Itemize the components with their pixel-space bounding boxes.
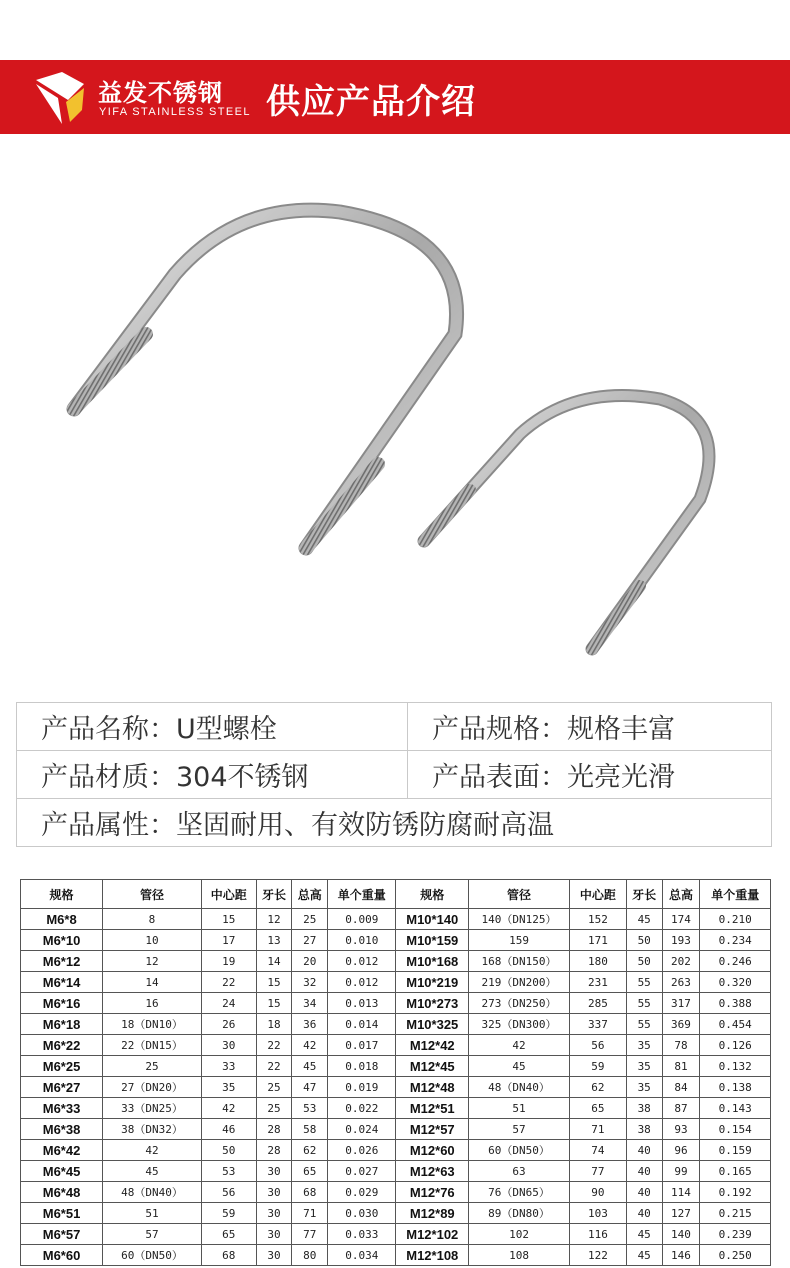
spec-value-cell: 180	[570, 951, 627, 972]
spec-value-cell: 38	[626, 1098, 662, 1119]
spec-value-cell: 30	[256, 1203, 292, 1224]
spec-value-cell: 65	[570, 1098, 627, 1119]
spec-value-cell: 0.030	[328, 1203, 396, 1224]
spec-value-cell: 42	[201, 1098, 256, 1119]
table-row	[21, 1245, 771, 1266]
spec-value-cell: 59	[201, 1203, 256, 1224]
spec-header-cell: 中心距	[570, 880, 627, 909]
spec-value-cell: 74	[570, 1140, 627, 1161]
spec-value-cell: 0.234	[700, 930, 771, 951]
spec-value-cell: 28	[256, 1119, 292, 1140]
spec-value-cell: 33	[201, 1056, 256, 1077]
spec-value-cell: 28	[256, 1140, 292, 1161]
spec-header-cell: 管径	[103, 880, 202, 909]
spec-header-cell: 中心距	[201, 880, 256, 909]
spec-value-cell: 10	[103, 930, 202, 951]
spec-value-cell: 81	[662, 1056, 700, 1077]
spec-header-row	[21, 880, 771, 909]
spec-model-cell: M10*325	[396, 1014, 469, 1035]
table-row	[21, 1056, 771, 1077]
table-row	[21, 1203, 771, 1224]
spec-model-cell: M6*48	[21, 1182, 103, 1203]
spec-value-cell: 0.165	[700, 1161, 771, 1182]
spec-value-cell: 33（DN25）	[103, 1098, 202, 1119]
spec-value-cell: 13	[256, 930, 292, 951]
spec-value-cell: 34	[292, 993, 328, 1014]
brand-name-en: YIFA STAINLESS STEEL	[99, 106, 251, 118]
spec-header-cell: 单个重量	[700, 880, 771, 909]
spec-value-cell: 45	[626, 1245, 662, 1266]
spec-value-cell: 18	[256, 1014, 292, 1035]
spec-value-cell: 114	[662, 1182, 700, 1203]
spec-value-cell: 24	[201, 993, 256, 1014]
spec-value-cell: 62	[570, 1077, 627, 1098]
spec-value-cell: 369	[662, 1014, 700, 1035]
spec-value-cell: 55	[626, 993, 662, 1014]
spec-model-cell: M6*22	[21, 1035, 103, 1056]
spec-value-cell: 0.029	[328, 1182, 396, 1203]
spec-model-cell: M6*51	[21, 1203, 103, 1224]
spec-value-cell: 76（DN65）	[469, 1182, 570, 1203]
spec-value-cell: 0.013	[328, 993, 396, 1014]
spec-model-cell: M12*45	[396, 1056, 469, 1077]
header-banner	[0, 60, 790, 134]
spec-header-cell: 管径	[469, 880, 570, 909]
spec-value-cell: 51	[469, 1098, 570, 1119]
spec-value-cell: 0.143	[700, 1098, 771, 1119]
spec-value-cell: 68	[201, 1245, 256, 1266]
spec-value-cell: 36	[292, 1014, 328, 1035]
page-title: 供应产品介绍	[266, 82, 476, 122]
spec-value-cell: 20	[292, 951, 328, 972]
spec-value-cell: 0.192	[700, 1182, 771, 1203]
spec-value-cell: 46	[201, 1119, 256, 1140]
spec-value-cell: 45	[626, 909, 662, 930]
spec-model-cell: M12*108	[396, 1245, 469, 1266]
spec-model-cell: M6*8	[21, 909, 103, 930]
spec-value-cell: 48（DN40）	[103, 1182, 202, 1203]
spec-value-cell: 22（DN15）	[103, 1035, 202, 1056]
spec-header-cell: 牙长	[256, 880, 292, 909]
spec-model-cell: M12*102	[396, 1224, 469, 1245]
table-row	[21, 1077, 771, 1098]
spec-value-cell: 146	[662, 1245, 700, 1266]
spec-value-cell: 48（DN40）	[469, 1077, 570, 1098]
spec-value-cell: 0.026	[328, 1140, 396, 1161]
spec-value-cell: 30	[256, 1245, 292, 1266]
spec-value-cell: 0.132	[700, 1056, 771, 1077]
spec-model-cell: M6*27	[21, 1077, 103, 1098]
spec-value-cell: 77	[292, 1224, 328, 1245]
spec-value-cell: 140	[662, 1224, 700, 1245]
spec-value-cell: 30	[256, 1224, 292, 1245]
spec-value-cell: 219（DN200）	[469, 972, 570, 993]
table-row	[21, 909, 771, 930]
spec-value-cell: 60（DN50）	[469, 1140, 570, 1161]
spec-value-cell: 168（DN150）	[469, 951, 570, 972]
spec-value-cell: 35	[626, 1056, 662, 1077]
spec-value-cell: 40	[626, 1182, 662, 1203]
table-row	[21, 930, 771, 951]
spec-value-cell: 174	[662, 909, 700, 930]
spec-value-cell: 45	[626, 1224, 662, 1245]
spec-value-cell: 0.138	[700, 1077, 771, 1098]
spec-value-cell: 42	[103, 1140, 202, 1161]
spec-value-cell: 0.250	[700, 1245, 771, 1266]
spec-value-cell: 0.033	[328, 1224, 396, 1245]
spec-value-cell: 50	[626, 930, 662, 951]
brand-name-cn: 益发不锈钢	[98, 79, 223, 107]
spec-value-cell: 35	[626, 1035, 662, 1056]
spec-model-cell: M6*60	[21, 1245, 103, 1266]
spec-value-cell: 22	[256, 1035, 292, 1056]
spec-value-cell: 0.018	[328, 1056, 396, 1077]
spec-value-cell: 40	[626, 1203, 662, 1224]
spec-value-cell: 285	[570, 993, 627, 1014]
spec-model-cell: M12*63	[396, 1161, 469, 1182]
spec-value-cell: 231	[570, 972, 627, 993]
spec-value-cell: 27（DN20）	[103, 1077, 202, 1098]
spec-value-cell: 40	[626, 1161, 662, 1182]
spec-value-cell: 53	[201, 1161, 256, 1182]
spec-value-cell: 0.010	[328, 930, 396, 951]
spec-value-cell: 65	[201, 1224, 256, 1245]
spec-model-cell: M10*159	[396, 930, 469, 951]
spec-value-cell: 25	[256, 1098, 292, 1119]
spec-value-cell: 84	[662, 1077, 700, 1098]
spec-value-cell: 42	[469, 1035, 570, 1056]
spec-header-cell: 总高	[292, 880, 328, 909]
product-info-table	[16, 702, 772, 847]
spec-value-cell: 14	[256, 951, 292, 972]
table-row	[21, 1014, 771, 1035]
spec-value-cell: 47	[292, 1077, 328, 1098]
spec-value-cell: 102	[469, 1224, 570, 1245]
spec-value-cell: 0.126	[700, 1035, 771, 1056]
spec-value-cell: 57	[103, 1224, 202, 1245]
spec-value-cell: 263	[662, 972, 700, 993]
spec-value-cell: 35	[626, 1077, 662, 1098]
u-bolt-product-photo	[0, 134, 790, 700]
product-name: 产品名称：U型螺栓	[17, 703, 408, 751]
spec-header-cell: 总高	[662, 880, 700, 909]
spec-value-cell: 202	[662, 951, 700, 972]
spec-value-cell: 56	[570, 1035, 627, 1056]
spec-value-cell: 65	[292, 1161, 328, 1182]
spec-model-cell: M6*33	[21, 1098, 103, 1119]
spec-value-cell: 0.210	[700, 909, 771, 930]
spec-model-cell: M6*42	[21, 1140, 103, 1161]
spec-model-cell: M12*48	[396, 1077, 469, 1098]
spec-value-cell: 152	[570, 909, 627, 930]
spec-value-cell: 58	[292, 1119, 328, 1140]
table-row	[21, 972, 771, 993]
spec-value-cell: 0.159	[700, 1140, 771, 1161]
spec-value-cell: 325（DN300）	[469, 1014, 570, 1035]
spec-value-cell: 30	[256, 1161, 292, 1182]
spec-header-cell: 牙长	[626, 880, 662, 909]
spec-header-cell: 规格	[396, 880, 469, 909]
spec-value-cell: 87	[662, 1098, 700, 1119]
spec-value-cell: 159	[469, 930, 570, 951]
spec-table	[20, 879, 771, 1266]
spec-value-cell: 99	[662, 1161, 700, 1182]
product-spec: 产品规格：规格丰富	[408, 703, 772, 751]
spec-value-cell: 50	[626, 951, 662, 972]
small-u-bolt	[424, 396, 709, 649]
spec-value-cell: 140（DN125）	[469, 909, 570, 930]
spec-value-cell: 12	[256, 909, 292, 930]
spec-value-cell: 30	[201, 1035, 256, 1056]
spec-model-cell: M12*89	[396, 1203, 469, 1224]
spec-value-cell: 63	[469, 1161, 570, 1182]
spec-header-cell: 单个重量	[328, 880, 396, 909]
spec-model-cell: M12*51	[396, 1098, 469, 1119]
spec-value-cell: 25	[292, 909, 328, 930]
product-property: 产品属性：坚固耐用、有效防锈防腐耐高温	[17, 799, 772, 847]
spec-value-cell: 0.215	[700, 1203, 771, 1224]
spec-model-cell: M6*18	[21, 1014, 103, 1035]
spec-value-cell: 56	[201, 1182, 256, 1203]
spec-model-cell: M6*38	[21, 1119, 103, 1140]
spec-value-cell: 0.246	[700, 951, 771, 972]
spec-value-cell: 68	[292, 1182, 328, 1203]
spec-value-cell: 12	[103, 951, 202, 972]
spec-value-cell: 57	[469, 1119, 570, 1140]
spec-value-cell: 0.014	[328, 1014, 396, 1035]
spec-value-cell: 60（DN50）	[103, 1245, 202, 1266]
spec-value-cell: 80	[292, 1245, 328, 1266]
spec-value-cell: 337	[570, 1014, 627, 1035]
table-row	[21, 993, 771, 1014]
spec-model-cell: M6*45	[21, 1161, 103, 1182]
spec-value-cell: 77	[570, 1161, 627, 1182]
spec-value-cell: 38	[626, 1119, 662, 1140]
table-row	[21, 951, 771, 972]
spec-value-cell: 71	[292, 1203, 328, 1224]
spec-value-cell: 116	[570, 1224, 627, 1245]
spec-value-cell: 0.154	[700, 1119, 771, 1140]
spec-model-cell: M12*42	[396, 1035, 469, 1056]
spec-value-cell: 90	[570, 1182, 627, 1203]
spec-model-cell: M12*60	[396, 1140, 469, 1161]
spec-value-cell: 50	[201, 1140, 256, 1161]
spec-model-cell: M6*12	[21, 951, 103, 972]
spec-value-cell: 45	[292, 1056, 328, 1077]
spec-model-cell: M10*140	[396, 909, 469, 930]
spec-value-cell: 0.034	[328, 1245, 396, 1266]
table-row	[21, 1140, 771, 1161]
spec-model-cell: M10*168	[396, 951, 469, 972]
spec-value-cell: 15	[256, 993, 292, 1014]
spec-value-cell: 78	[662, 1035, 700, 1056]
spec-value-cell: 18（DN10）	[103, 1014, 202, 1035]
spec-value-cell: 26	[201, 1014, 256, 1035]
spec-value-cell: 19	[201, 951, 256, 972]
spec-value-cell: 55	[626, 972, 662, 993]
spec-value-cell: 42	[292, 1035, 328, 1056]
large-u-bolt	[74, 210, 457, 548]
spec-value-cell: 25	[256, 1077, 292, 1098]
spec-value-cell: 0.022	[328, 1098, 396, 1119]
spec-value-cell: 0.454	[700, 1014, 771, 1035]
table-row	[21, 1119, 771, 1140]
spec-value-cell: 22	[201, 972, 256, 993]
spec-value-cell: 0.017	[328, 1035, 396, 1056]
product-material: 产品材质：304不锈钢	[17, 751, 408, 799]
spec-value-cell: 17	[201, 930, 256, 951]
spec-model-cell: M10*219	[396, 972, 469, 993]
spec-value-cell: 89（DN80）	[469, 1203, 570, 1224]
spec-model-cell: M6*25	[21, 1056, 103, 1077]
spec-value-cell: 32	[292, 972, 328, 993]
spec-value-cell: 14	[103, 972, 202, 993]
spec-value-cell: 127	[662, 1203, 700, 1224]
spec-value-cell: 25	[103, 1056, 202, 1077]
product-surface: 产品表面：光亮光滑	[408, 751, 772, 799]
spec-value-cell: 59	[570, 1056, 627, 1077]
spec-value-cell: 71	[570, 1119, 627, 1140]
spec-value-cell: 103	[570, 1203, 627, 1224]
spec-value-cell: 0.027	[328, 1161, 396, 1182]
spec-value-cell: 53	[292, 1098, 328, 1119]
spec-value-cell: 35	[201, 1077, 256, 1098]
table-row	[21, 1161, 771, 1182]
spec-value-cell: 15	[256, 972, 292, 993]
yifa-logo-icon	[32, 68, 88, 126]
spec-model-cell: M10*273	[396, 993, 469, 1014]
spec-model-cell: M6*14	[21, 972, 103, 993]
spec-header-cell: 规格	[21, 880, 103, 909]
spec-value-cell: 93	[662, 1119, 700, 1140]
spec-value-cell: 122	[570, 1245, 627, 1266]
spec-value-cell: 108	[469, 1245, 570, 1266]
spec-value-cell: 0.024	[328, 1119, 396, 1140]
spec-value-cell: 193	[662, 930, 700, 951]
table-row	[21, 1224, 771, 1245]
spec-value-cell: 22	[256, 1056, 292, 1077]
spec-value-cell: 62	[292, 1140, 328, 1161]
table-row	[21, 1098, 771, 1119]
spec-value-cell: 8	[103, 909, 202, 930]
spec-value-cell: 55	[626, 1014, 662, 1035]
spec-value-cell: 0.239	[700, 1224, 771, 1245]
spec-value-cell: 0.012	[328, 951, 396, 972]
spec-value-cell: 0.012	[328, 972, 396, 993]
spec-value-cell: 45	[103, 1161, 202, 1182]
spec-value-cell: 0.320	[700, 972, 771, 993]
spec-value-cell: 0.009	[328, 909, 396, 930]
spec-value-cell: 0.388	[700, 993, 771, 1014]
spec-value-cell: 171	[570, 930, 627, 951]
spec-model-cell: M6*16	[21, 993, 103, 1014]
table-row	[21, 1182, 771, 1203]
spec-value-cell: 16	[103, 993, 202, 1014]
spec-value-cell: 30	[256, 1182, 292, 1203]
spec-value-cell: 317	[662, 993, 700, 1014]
table-row	[21, 1035, 771, 1056]
spec-model-cell: M12*57	[396, 1119, 469, 1140]
spec-value-cell: 27	[292, 930, 328, 951]
spec-value-cell: 38（DN32）	[103, 1119, 202, 1140]
spec-value-cell: 273（DN250）	[469, 993, 570, 1014]
spec-model-cell: M6*57	[21, 1224, 103, 1245]
spec-value-cell: 15	[201, 909, 256, 930]
spec-value-cell: 51	[103, 1203, 202, 1224]
spec-model-cell: M6*10	[21, 930, 103, 951]
spec-value-cell: 45	[469, 1056, 570, 1077]
spec-model-cell: M12*76	[396, 1182, 469, 1203]
spec-value-cell: 40	[626, 1140, 662, 1161]
spec-value-cell: 0.019	[328, 1077, 396, 1098]
spec-value-cell: 96	[662, 1140, 700, 1161]
